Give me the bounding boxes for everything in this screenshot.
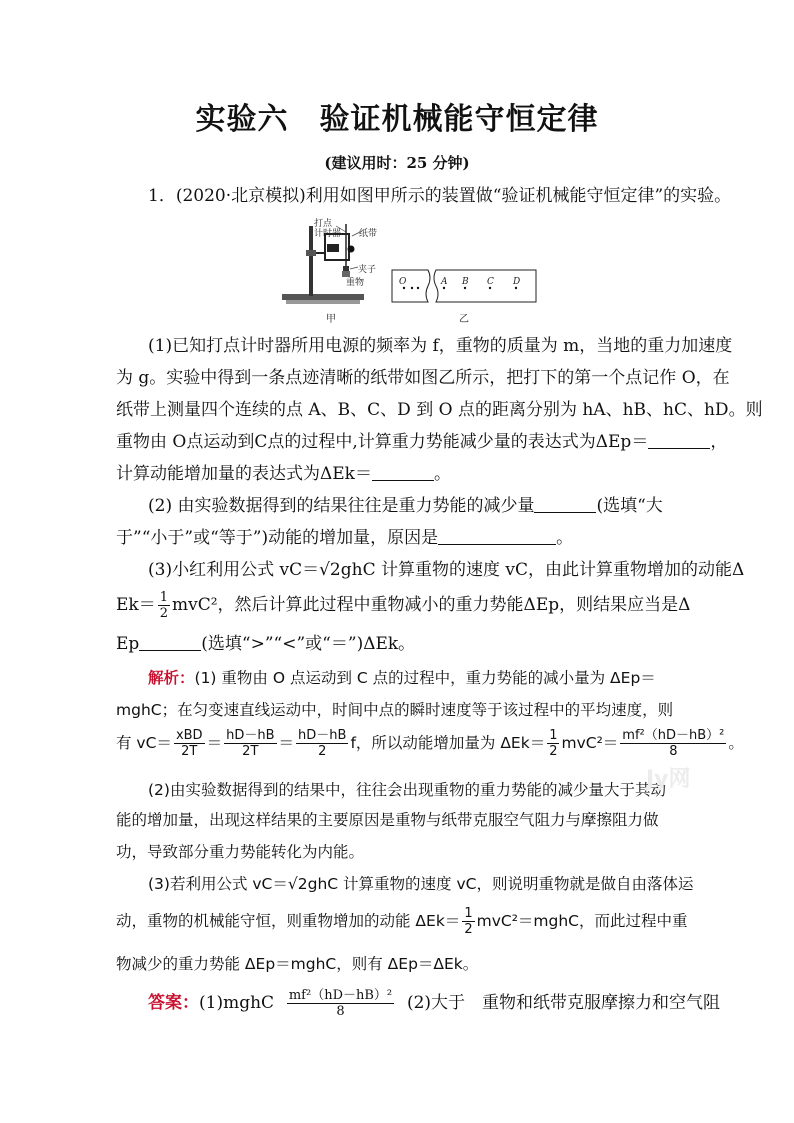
part1-line3: 纸带上测量四个连续的点 A、B、C、D 到 O 点的距离分别为 hA、hB、hC、hD。则 — [116, 400, 763, 420]
part1-line5: 计算动能增加量的表达式为ΔEk＝ 。 — [116, 464, 451, 484]
stand-clamp — [306, 250, 316, 256]
watermark: Jy网 — [646, 767, 691, 792]
solution-line1: 解析：(1) 重物由 O 点运动到 C 点的过程中，重力势能的减小量为 ΔEp＝ — [148, 669, 656, 687]
part2-line1: (2) 由实验数据得到的结果往往是重力势能的减少量 (选填“大 — [148, 496, 663, 516]
solution-line7: (3)若利用公式 vC＝√2ghC 计算重物的速度 vC，则说明重物就是做自由落体运 — [148, 875, 694, 893]
part1-line5-text: 计算动能增加量的表达式为ΔEk＝ — [116, 464, 372, 484]
clip — [343, 266, 349, 271]
solution-tag: 解析： — [148, 669, 195, 687]
solution-line2: mghC；在匀变速直线运动中，时间中点的瞬时速度等于该过程中的平均速度，则 — [116, 701, 674, 719]
tape-right-piece — [434, 270, 536, 302]
experiment-figure — [0, 212, 794, 328]
answer-blank-ep[interactable] — [648, 432, 710, 449]
caption-jia: 甲 — [326, 314, 336, 325]
stand-rod — [309, 226, 313, 296]
part2-line2: 于”“小于”或“等于”)动能的增加量，原因是 。 — [116, 528, 574, 548]
label-timer-2: 计时器 — [314, 229, 342, 239]
answer-blank-ek[interactable] — [372, 464, 434, 481]
solution-line5: 能的增加量，出现这样结果的主要原因是重物与纸带克服空气阻力与摩擦阻力做 — [116, 811, 659, 829]
answer-blank-sign[interactable] — [139, 634, 201, 651]
solution-line4: (2)由实验数据得到的结果中，往往会出现重物的重力势能的减少量大于其动 — [148, 781, 666, 799]
part1-line4: 重物由 O点运动到C点的过程中,计算重力势能减少量的表达式为ΔEp＝ ， — [116, 432, 728, 452]
weight — [342, 271, 350, 277]
part1-line4-text: 重物由 O点运动到C点的过程中,计算重力势能减少量的表达式为ΔEp＝ — [116, 432, 649, 452]
solution-line6: 功，导致部分重力势能转化为内能。 — [116, 843, 365, 861]
part3-line3: Ep (选填“>”“<”或“＝”)ΔEk。 — [116, 634, 416, 654]
timer-coil — [327, 244, 339, 252]
tape-point-o: O — [399, 277, 407, 287]
label-timer-1: 打点 — [314, 219, 333, 229]
question-1-stem: 1．(2020·北京模拟)利用如图甲所示的装置做“验证机械能守恒定律”的实验。 — [148, 186, 732, 206]
answer-line: 答案：(1)mghC $\frac{\text{mf²（hD－hB）²}}{8}$ (2)大于 重物和纸带克服摩擦力和空气阻 — [148, 988, 721, 1019]
page-title: 实验六 验证机械能守恒定律 — [195, 102, 599, 137]
base-plate-edge — [286, 300, 360, 304]
solution-line3: 有 vC＝ $\frac{\text{xBD}}{2T}$ ＝ $\frac{hD-hB}{2T}$ ＝ $\frac{hD-hB}{2}$ f，所以动能增加量为 ΔEk＝ $\frac{1}{2}$ mvC²＝ $\frac{\text{mf²（hD－hB）²}}{8}$ 。 — [116, 728, 744, 759]
time-hint: (建议用时：25 分钟) — [324, 154, 470, 172]
tape-point-a: A — [441, 277, 448, 287]
answer-blank-compare[interactable] — [534, 496, 596, 513]
tape-point-b: B — [462, 277, 469, 287]
tape-left-piece — [392, 270, 430, 302]
timer-needle — [348, 246, 355, 253]
solution-line8: 动，重物的机械能守恒，则重物增加的动能 ΔEk＝ $\frac{1}{2}$ mvC²＝mghC，而此过程中重 — [116, 906, 688, 937]
answer-tag: 答案： — [148, 993, 199, 1013]
label-weight: 重物 — [346, 278, 365, 288]
answer-fraction: $\frac{\text{mf²（hD－hB）²}}{8}$ — [288, 988, 393, 1019]
base-plate — [282, 294, 364, 300]
label-tape: 纸带 — [359, 229, 378, 239]
answer-blank-reason[interactable] — [438, 528, 556, 545]
tape-point-c: C — [487, 277, 494, 287]
part1-line1: (1)已知打点计时器所用电源的频率为 f，重物的质量为 m，当地的重力加速度 — [148, 336, 733, 356]
label-clip: 夹子 — [358, 265, 377, 275]
tape-point-d: D — [513, 277, 521, 287]
solution-line9: 物减少的重力势能 ΔEp＝mghC，则有 ΔEp＝ΔEk。 — [116, 955, 479, 973]
part3-line2: Ek＝ $\frac{1}{2}$ mvC²，然后计算此过程中重物减小的重力势能ΔEp，则结果应当是Δ — [116, 590, 691, 621]
half-fraction: $\frac{1}{2}$ — [159, 590, 168, 621]
part1-line2: 为 g。实验中得到一条点迹清晰的纸带如图乙所示，把打下的第一个点记作 O，在 — [116, 368, 730, 388]
caption-yi: 乙 — [459, 314, 469, 325]
part3-line1: (3)小红利用公式 vC＝√2ghC 计算重物的速度 vC，由此计算重物增加的动能Δ — [148, 560, 745, 580]
